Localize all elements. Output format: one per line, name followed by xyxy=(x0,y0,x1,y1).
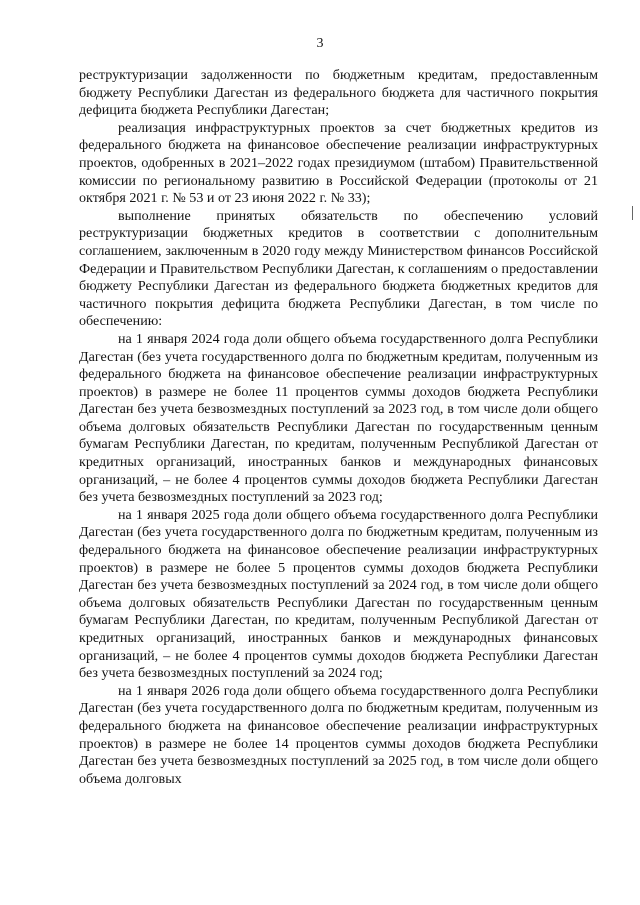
paragraph-debt-2024: на 1 января 2024 года доли общего объема государственного долга Республики Дагестан (без учета государственного долга по бюджетным кредитам, полученным из федерального бюджета на финансовое обеспечение реализации инфраструктурных проектов) в размере не более 11 процентов суммы доходов бюджета Республики Дагестан без учета безвозмездных поступлений за 2023 год, в том числе доли общего объема долговых обязательств Республики Дагестан по государственным ценным бумагам Республики Дагестан, по кредитам, полученным Республикой Дагестан от кредитных организаций, иностранных банков и международных финансовых организаций, – не более 4 процентов суммы доходов бюджета Республики Дагестан без учета безвозмездных поступлений за 2023 год; xyxy=(79,330,598,506)
paragraph-obligations: выполнение принятых обязательств по обеспечению условий реструктуризации бюджетных кредитов в соответствии с дополнительным соглашением, заключенным в 2020 году между Министерством финансов Российской Федерации и Правительством Республики Дагестан, к соглашениям о предоставлении бюджету Республики Дагестан из федерального бюджета бюджетных кредитов для частичного покрытия дефицита бюджета Республики Дагестан, в том числе по обеспечению: xyxy=(79,207,598,330)
page-number: 3 xyxy=(316,36,324,51)
paragraph-debt-2026: на 1 января 2026 года доли общего объема государственного долга Республики Дагестан (без учета государственного долга по бюджетным кредитам, полученным из федерального бюджета на финансовое обеспечение реализации инфраструктурных проектов) в размере не более 14 процентов суммы доходов бюджета Республики Дагестан без учета безвозмездных поступлений за 2025 год, в том числе доли общего объема долговых xyxy=(79,682,598,787)
paragraph-infrastructure-projects: реализация инфраструктурных проектов за счет бюджетных кредитов из федерального бюджета на финансовое обеспечение реализации инфраструктурных проектов, одобренных в 2021–2022 годах президиумом (штабом) Правительственной комиссии по региональному развитию в Российской Федерации (протоколы от 21 октября 2021 г. № 53 и от 23 июня 2022 г. № 33); xyxy=(79,119,598,207)
paragraph-continuation: реструктуризации задолженности по бюджетным кредитам, предоставленным бюджету Республики Дагестан из федерального бюджета для частичного покрытия дефицита бюджета Республики Дагестан; xyxy=(79,67,598,119)
paragraph-debt-2025: на 1 января 2025 года доли общего объема государственного долга Республики Дагестан (без учета государственного долга по бюджетным кредитам, полученным из федерального бюджета на финансовое обеспечение реализации инфраструктурных проектов) в размере не более 5 процентов суммы доходов бюджета Республики Дагестан без учета безвозмездных поступлений за 2024 год, в том числе доли общего объема долговых обязательств Республики Дагестан по государственным ценным бумагам Республики Дагестан, по кредитам, полученным Республикой Дагестан от кредитных организаций, иностранных банков и международных финансовых организаций, – не более 4 процентов суммы доходов бюджета Республики Дагестан без учета безвозмездных поступлений за 2024 год; xyxy=(79,506,598,682)
scan-edge-mark xyxy=(632,206,633,220)
document-body xyxy=(79,67,598,788)
